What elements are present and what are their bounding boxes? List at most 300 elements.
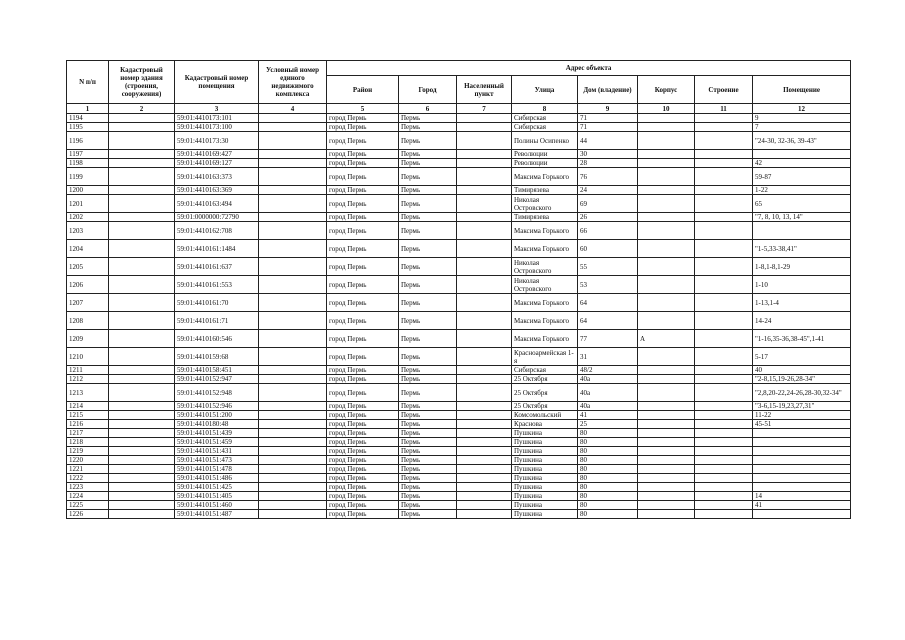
header-settlement: Населенный пункт (457, 76, 512, 104)
cell-room-cadastral: 59:01:4410151:431 (175, 447, 259, 456)
cell-korpus (638, 276, 695, 294)
cell-settlement (457, 222, 512, 240)
table-row (67, 168, 851, 186)
cell-city: Пермь (399, 474, 457, 483)
cell-korpus (638, 456, 695, 465)
table-row (67, 483, 851, 492)
cell-building-cadastral (109, 420, 175, 429)
header-house: Дом (владение) (578, 76, 638, 104)
cell-district: город Пермь (327, 213, 399, 222)
cell-building-cadastral (109, 312, 175, 330)
cell-street: Пушкина (512, 447, 578, 456)
cell-city: Пермь (399, 483, 457, 492)
cell-stroenie (695, 150, 753, 159)
cell-complex-number (259, 276, 327, 294)
cell-settlement (457, 276, 512, 294)
cell-house: 80 (578, 492, 638, 501)
cell-district: город Пермь (327, 222, 399, 240)
cell-complex-number (259, 483, 327, 492)
cell-settlement (457, 258, 512, 276)
cell-room-cadastral: 59:01:4410161:70 (175, 294, 259, 312)
cell-room-cadastral: 59:01:4410163:494 (175, 195, 259, 213)
cell-building-cadastral (109, 258, 175, 276)
cell-room-cadastral: 59:01:4410173:100 (175, 123, 259, 132)
cell-settlement (457, 420, 512, 429)
cell-row-number: 1198 (67, 159, 109, 168)
cell-building-cadastral (109, 366, 175, 375)
cell-stroenie (695, 447, 753, 456)
cell-street: Полины Осипенко (512, 132, 578, 150)
cell-district: город Пермь (327, 366, 399, 375)
cell-district: город Пермь (327, 312, 399, 330)
cell-complex-number (259, 294, 327, 312)
cell-building-cadastral (109, 483, 175, 492)
cell-stroenie (695, 186, 753, 195)
cell-building-cadastral (109, 159, 175, 168)
cell-city: Пермь (399, 411, 457, 420)
table-row (67, 348, 851, 366)
cell-stroenie (695, 366, 753, 375)
cell-settlement (457, 429, 512, 438)
cell-korpus (638, 159, 695, 168)
cell-settlement (457, 447, 512, 456)
cell-row-number: 1213 (67, 384, 109, 402)
cell-row-number: 1195 (67, 123, 109, 132)
cell-district: город Пермь (327, 510, 399, 519)
cell-pomeshchenie (753, 429, 851, 438)
cell-room-cadastral: 59:01:0000000:72790 (175, 213, 259, 222)
cell-city: Пермь (399, 456, 457, 465)
cell-korpus (638, 510, 695, 519)
cell-complex-number (259, 501, 327, 510)
cell-row-number: 1214 (67, 402, 109, 411)
cell-district: город Пермь (327, 294, 399, 312)
cell-room-cadastral: 59:01:4410151:473 (175, 456, 259, 465)
cell-district: город Пермь (327, 258, 399, 276)
cell-city: Пермь (399, 114, 457, 123)
cell-stroenie (695, 510, 753, 519)
cell-settlement (457, 240, 512, 258)
header-stroenie: Строение (695, 76, 753, 104)
cell-building-cadastral (109, 132, 175, 150)
cell-district: город Пермь (327, 240, 399, 258)
cell-pomeshchenie: "1-5,33-38,41" (753, 240, 851, 258)
cell-building-cadastral (109, 384, 175, 402)
cell-row-number: 1201 (67, 195, 109, 213)
cell-district: город Пермь (327, 429, 399, 438)
cell-settlement (457, 456, 512, 465)
cell-korpus (638, 420, 695, 429)
cell-house: 80 (578, 438, 638, 447)
cell-row-number: 1219 (67, 447, 109, 456)
cell-house: 40а (578, 375, 638, 384)
cell-city: Пермь (399, 447, 457, 456)
cell-house: 40а (578, 402, 638, 411)
cell-settlement (457, 132, 512, 150)
cell-district: город Пермь (327, 276, 399, 294)
column-number: 5 (327, 104, 399, 114)
cell-city: Пермь (399, 222, 457, 240)
cell-district: город Пермь (327, 150, 399, 159)
cell-district: город Пермь (327, 447, 399, 456)
cell-settlement (457, 123, 512, 132)
cell-korpus (638, 132, 695, 150)
cell-building-cadastral (109, 348, 175, 366)
cell-house: 64 (578, 294, 638, 312)
cell-korpus (638, 402, 695, 411)
cell-settlement (457, 330, 512, 348)
cell-settlement (457, 366, 512, 375)
cell-complex-number (259, 447, 327, 456)
cell-street: Тимирязева (512, 186, 578, 195)
cell-settlement (457, 483, 512, 492)
cell-korpus (638, 492, 695, 501)
cell-pomeshchenie: 14-24 (753, 312, 851, 330)
cell-pomeshchenie: "1-16,35-36,38-45",1-41 (753, 330, 851, 348)
cell-row-number: 1221 (67, 465, 109, 474)
cell-district: город Пермь (327, 474, 399, 483)
table-row (67, 492, 851, 501)
cell-house: 80 (578, 429, 638, 438)
table-row (67, 213, 851, 222)
cell-pomeshchenie (753, 150, 851, 159)
header-pomeshchenie: Помещение (753, 76, 851, 104)
register-table (66, 60, 851, 519)
cell-building-cadastral (109, 276, 175, 294)
cell-city: Пермь (399, 213, 457, 222)
cell-building-cadastral (109, 447, 175, 456)
cell-complex-number (259, 330, 327, 348)
cell-room-cadastral: 59:01:4410163:369 (175, 186, 259, 195)
cell-pomeshchenie: 45-51 (753, 420, 851, 429)
cell-stroenie (695, 411, 753, 420)
column-number: 10 (638, 104, 695, 114)
cell-complex-number (259, 456, 327, 465)
cell-complex-number (259, 123, 327, 132)
cell-complex-number (259, 492, 327, 501)
cell-korpus (638, 429, 695, 438)
column-number: 4 (259, 104, 327, 114)
cell-stroenie (695, 276, 753, 294)
cell-district: город Пермь (327, 420, 399, 429)
cell-korpus (638, 501, 695, 510)
cell-pomeshchenie: 41 (753, 501, 851, 510)
header-street: Улица (512, 76, 578, 104)
cell-building-cadastral (109, 429, 175, 438)
cell-street: Пушкина (512, 438, 578, 447)
cell-district: город Пермь (327, 114, 399, 123)
cell-stroenie (695, 240, 753, 258)
cell-district: город Пермь (327, 123, 399, 132)
cell-row-number: 1211 (67, 366, 109, 375)
cell-city: Пермь (399, 150, 457, 159)
cell-stroenie (695, 492, 753, 501)
cell-stroenie (695, 258, 753, 276)
column-number: 12 (753, 104, 851, 114)
cell-district: город Пермь (327, 501, 399, 510)
table-row (67, 330, 851, 348)
cell-building-cadastral (109, 501, 175, 510)
cell-street: Максима Горького (512, 330, 578, 348)
cell-building-cadastral (109, 123, 175, 132)
cell-room-cadastral: 59:01:4410152:947 (175, 375, 259, 384)
cell-building-cadastral (109, 411, 175, 420)
cell-city: Пермь (399, 366, 457, 375)
cell-row-number: 1225 (67, 501, 109, 510)
cell-street: Николая Островского (512, 276, 578, 294)
column-number: 2 (109, 104, 175, 114)
cell-room-cadastral: 59:01:4410162:708 (175, 222, 259, 240)
cell-house: 25 (578, 420, 638, 429)
table-row (67, 150, 851, 159)
cell-pomeshchenie: 11-22 (753, 411, 851, 420)
cell-korpus (638, 294, 695, 312)
cell-city: Пермь (399, 384, 457, 402)
cell-row-number: 1200 (67, 186, 109, 195)
cell-complex-number (259, 114, 327, 123)
table-row (67, 420, 851, 429)
cell-district: город Пермь (327, 384, 399, 402)
cell-row-number: 1209 (67, 330, 109, 348)
cell-city: Пермь (399, 258, 457, 276)
cell-building-cadastral (109, 114, 175, 123)
cell-street: Максима Горького (512, 294, 578, 312)
cell-row-number: 1204 (67, 240, 109, 258)
cell-stroenie (695, 465, 753, 474)
cell-house: 40а (578, 384, 638, 402)
cell-house: 77 (578, 330, 638, 348)
cell-settlement (457, 186, 512, 195)
cell-row-number: 1218 (67, 438, 109, 447)
cell-complex-number (259, 168, 327, 186)
cell-room-cadastral: 59:01:4410158:451 (175, 366, 259, 375)
cell-house: 66 (578, 222, 638, 240)
cell-room-cadastral: 59:01:4410160:546 (175, 330, 259, 348)
cell-room-cadastral: 59:01:4410161:71 (175, 312, 259, 330)
column-number: 6 (399, 104, 457, 114)
cell-pomeshchenie: "24-30, 32-36, 39-43" (753, 132, 851, 150)
cell-street: Пушкина (512, 492, 578, 501)
cell-room-cadastral: 59:01:4410151:405 (175, 492, 259, 501)
cell-pomeshchenie: "2,8,20-22,24-26,28-30,32-34" (753, 384, 851, 402)
cell-house: 76 (578, 168, 638, 186)
cell-city: Пермь (399, 402, 457, 411)
cell-settlement (457, 150, 512, 159)
cell-settlement (457, 375, 512, 384)
table-row (67, 474, 851, 483)
cell-building-cadastral (109, 186, 175, 195)
cell-row-number: 1224 (67, 492, 109, 501)
cell-stroenie (695, 195, 753, 213)
column-number: 1 (67, 104, 109, 114)
cell-pomeshchenie: 59-87 (753, 168, 851, 186)
cell-pomeshchenie (753, 465, 851, 474)
cell-complex-number (259, 240, 327, 258)
cell-korpus (638, 483, 695, 492)
cell-city: Пермь (399, 240, 457, 258)
cell-complex-number (259, 384, 327, 402)
cell-complex-number (259, 429, 327, 438)
cell-city: Пермь (399, 123, 457, 132)
cell-city: Пермь (399, 465, 457, 474)
cell-building-cadastral (109, 438, 175, 447)
cell-house: 80 (578, 465, 638, 474)
cell-room-cadastral: 59:01:4410169:127 (175, 159, 259, 168)
cell-city: Пермь (399, 186, 457, 195)
cell-city: Пермь (399, 438, 457, 447)
cell-pomeshchenie: 1-8,1-8,1-29 (753, 258, 851, 276)
cell-pomeshchenie: 14 (753, 492, 851, 501)
table-row (67, 438, 851, 447)
cell-district: город Пермь (327, 132, 399, 150)
table-row (67, 510, 851, 519)
cell-room-cadastral: 59:01:4410173:30 (175, 132, 259, 150)
cell-city: Пермь (399, 510, 457, 519)
cell-house: 48/2 (578, 366, 638, 375)
header-city: Город (399, 76, 457, 104)
cell-complex-number (259, 222, 327, 240)
table-row (67, 258, 851, 276)
cell-settlement (457, 384, 512, 402)
cell-pomeshchenie (753, 447, 851, 456)
table-row (67, 132, 851, 150)
table-row (67, 240, 851, 258)
header-complex-number: Условный номер единого недвижимого комплекса (259, 61, 327, 104)
header-room-cadastral: Кадастровый номер помещения (175, 61, 259, 104)
cell-korpus (638, 384, 695, 402)
cell-row-number: 1202 (67, 213, 109, 222)
cell-house: 28 (578, 159, 638, 168)
cell-city: Пермь (399, 501, 457, 510)
cell-street: Тимирязева (512, 213, 578, 222)
cell-building-cadastral (109, 222, 175, 240)
cell-pomeshchenie: "2-8,15,19-26,28-34" (753, 375, 851, 384)
cell-pomeshchenie: 65 (753, 195, 851, 213)
cell-street: Красноармейская 1-я (512, 348, 578, 366)
cell-pomeshchenie (753, 456, 851, 465)
cell-korpus (638, 186, 695, 195)
table-row (67, 366, 851, 375)
cell-stroenie (695, 420, 753, 429)
cell-settlement (457, 465, 512, 474)
cell-complex-number (259, 402, 327, 411)
cell-street: 25 Октября (512, 402, 578, 411)
cell-stroenie (695, 375, 753, 384)
cell-korpus (638, 411, 695, 420)
column-number: 11 (695, 104, 753, 114)
cell-korpus (638, 114, 695, 123)
cell-row-number: 1206 (67, 276, 109, 294)
cell-district: город Пермь (327, 402, 399, 411)
cell-house: 44 (578, 132, 638, 150)
cell-pomeshchenie: 1-22 (753, 186, 851, 195)
cell-row-number: 1205 (67, 258, 109, 276)
table-row (67, 195, 851, 213)
header-district: Район (327, 76, 399, 104)
cell-house: 64 (578, 312, 638, 330)
cell-row-number: 1210 (67, 348, 109, 366)
cell-row-number: 1203 (67, 222, 109, 240)
cell-city: Пермь (399, 429, 457, 438)
cell-room-cadastral: 59:01:4410152:948 (175, 384, 259, 402)
cell-complex-number (259, 510, 327, 519)
table-row (67, 123, 851, 132)
cell-row-number: 1226 (67, 510, 109, 519)
cell-complex-number (259, 438, 327, 447)
cell-street: Революции (512, 150, 578, 159)
cell-complex-number (259, 420, 327, 429)
cell-row-number: 1194 (67, 114, 109, 123)
cell-city: Пермь (399, 195, 457, 213)
column-number: 7 (457, 104, 512, 114)
cell-pomeshchenie (753, 474, 851, 483)
cell-korpus (638, 168, 695, 186)
cell-building-cadastral (109, 375, 175, 384)
cell-complex-number (259, 213, 327, 222)
cell-stroenie (695, 222, 753, 240)
cell-settlement (457, 114, 512, 123)
cell-complex-number (259, 132, 327, 150)
table-row (67, 465, 851, 474)
cell-street: Пушкина (512, 429, 578, 438)
cell-city: Пермь (399, 348, 457, 366)
cell-building-cadastral (109, 240, 175, 258)
cell-house: 80 (578, 483, 638, 492)
cell-building-cadastral (109, 465, 175, 474)
cell-district: город Пермь (327, 483, 399, 492)
cell-settlement (457, 510, 512, 519)
cell-korpus (638, 348, 695, 366)
table-row (67, 456, 851, 465)
cell-room-cadastral: 59:01:4410151:439 (175, 429, 259, 438)
table-row (67, 186, 851, 195)
cell-house: 60 (578, 240, 638, 258)
table-row (67, 384, 851, 402)
cell-street: Сибирская (512, 114, 578, 123)
cell-stroenie (695, 123, 753, 132)
cell-house: 80 (578, 447, 638, 456)
cell-city: Пермь (399, 375, 457, 384)
cell-settlement (457, 501, 512, 510)
cell-pomeshchenie (753, 438, 851, 447)
cell-complex-number (259, 375, 327, 384)
cell-stroenie (695, 402, 753, 411)
cell-row-number: 1212 (67, 375, 109, 384)
column-number-row (67, 104, 851, 114)
table-row (67, 501, 851, 510)
cell-district: город Пермь (327, 159, 399, 168)
cell-settlement (457, 312, 512, 330)
cell-house: 71 (578, 114, 638, 123)
cell-room-cadastral: 59:01:4410151:486 (175, 474, 259, 483)
cell-house: 55 (578, 258, 638, 276)
cell-house: 80 (578, 510, 638, 519)
cell-settlement (457, 168, 512, 186)
table-row (67, 402, 851, 411)
cell-street: Максима Горького (512, 312, 578, 330)
cell-row-number: 1223 (67, 483, 109, 492)
cell-house: 80 (578, 474, 638, 483)
cell-row-number: 1197 (67, 150, 109, 159)
cell-pomeshchenie: "3-6,15-19,23,27,31" (753, 402, 851, 411)
cell-pomeshchenie: 9 (753, 114, 851, 123)
cell-stroenie (695, 294, 753, 312)
cell-row-number: 1220 (67, 456, 109, 465)
cell-complex-number (259, 465, 327, 474)
cell-building-cadastral (109, 474, 175, 483)
cell-city: Пермь (399, 330, 457, 348)
cell-stroenie (695, 438, 753, 447)
